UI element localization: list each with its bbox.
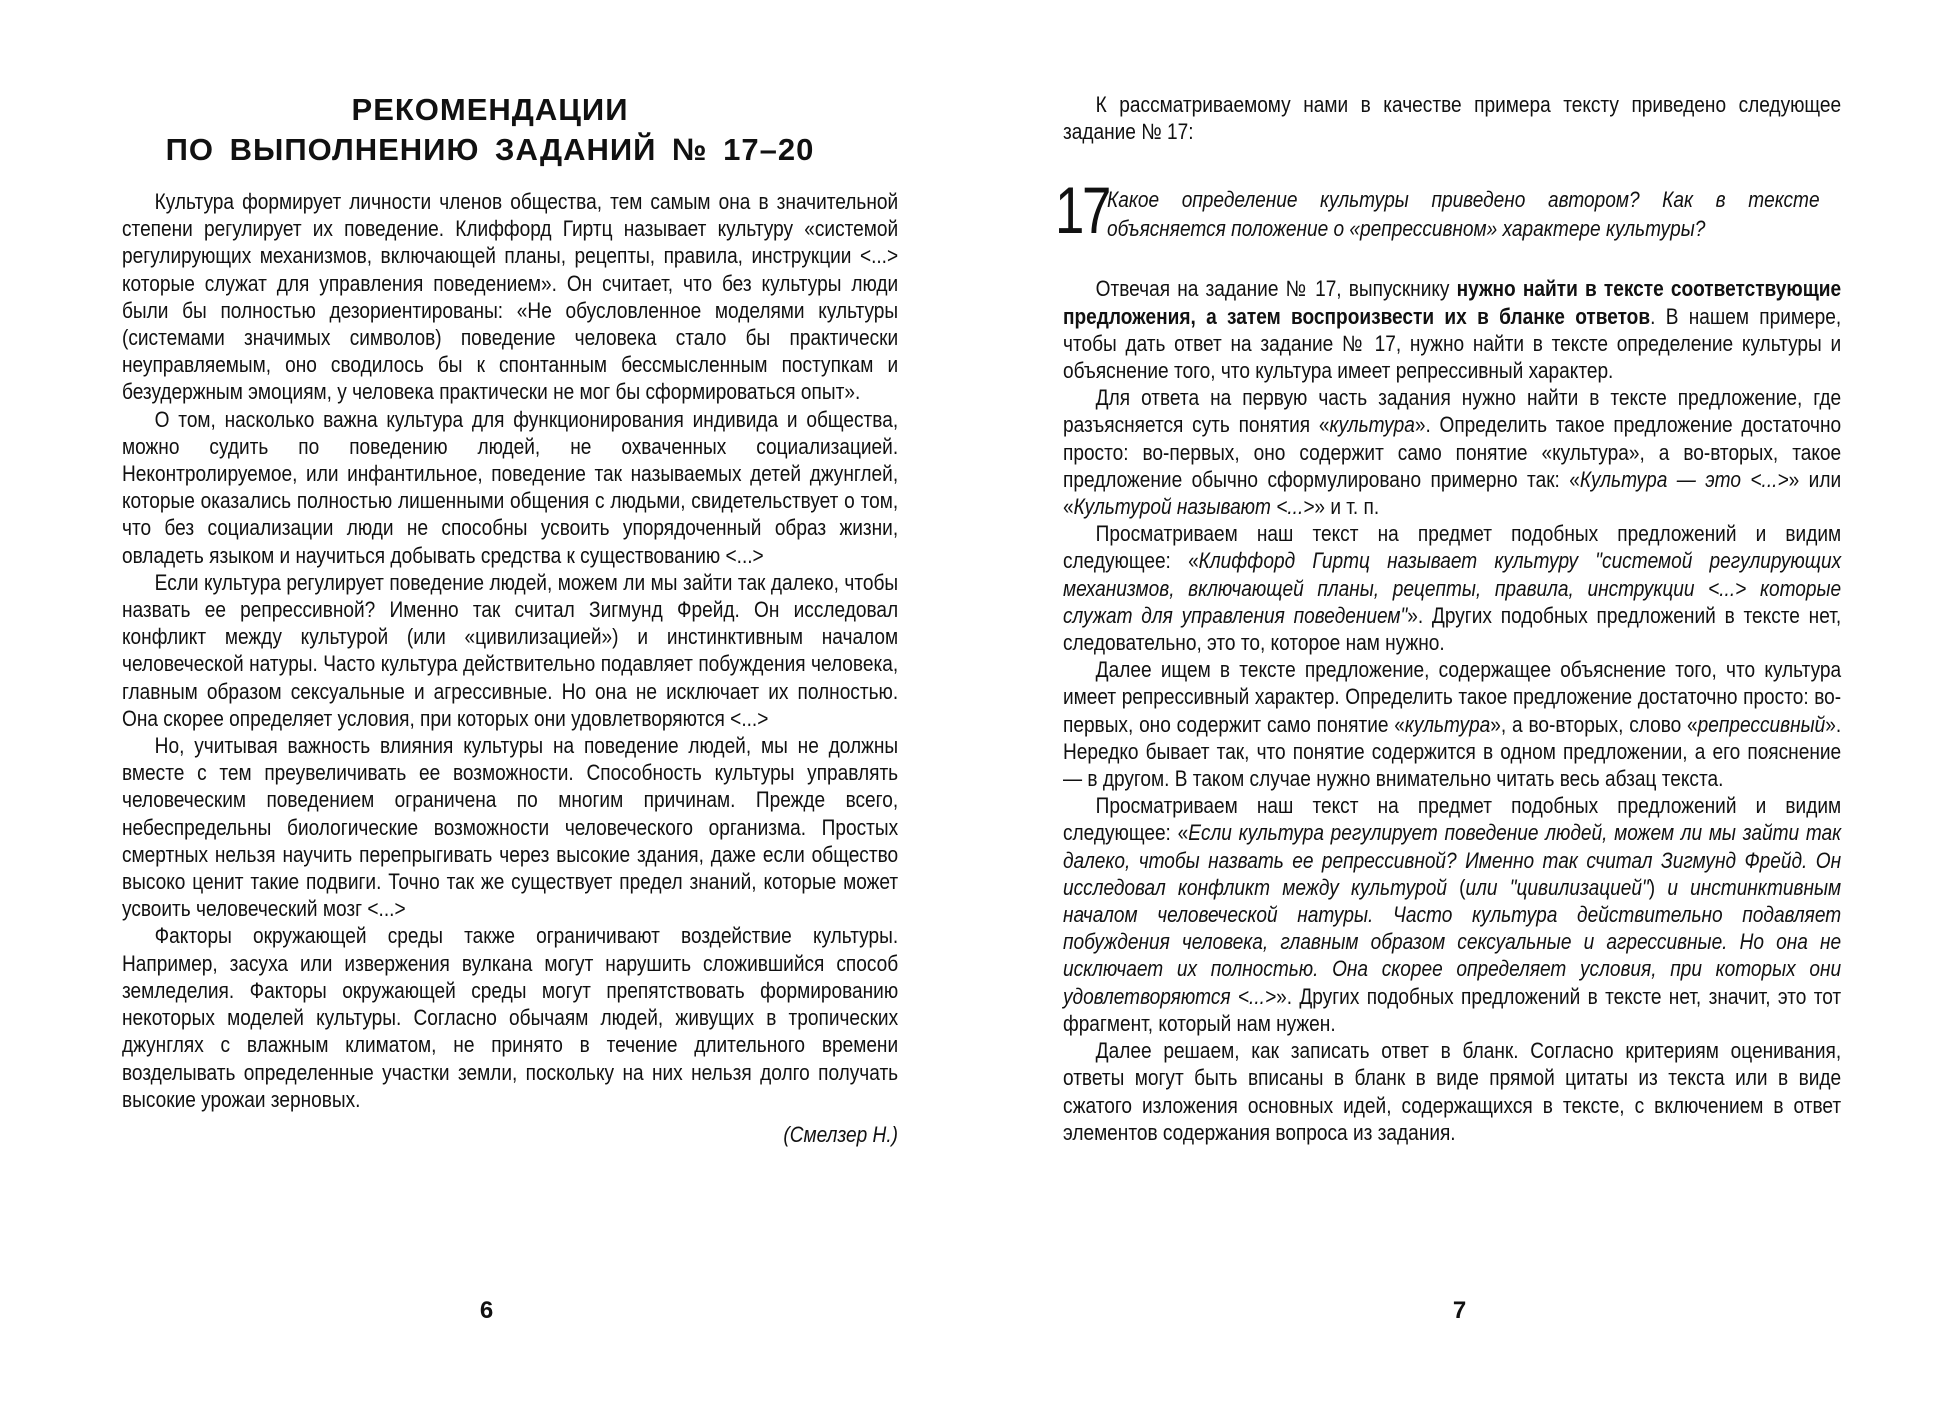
attribution: (Смелзер Н.) — [783, 1121, 898, 1147]
quote-italic: или "цивилизацией" — [1465, 874, 1649, 900]
text-run: » и т. п. — [1314, 494, 1380, 520]
text-run: Для ответа на первую часть задания нужно найти в тексте предложение, где разъясняется суть понятия « — [1063, 385, 1842, 438]
text-run: ». Нередко бывает так, что понятие содержится в одном предложении, а его пояснение — в другом. В таком случае нужно внимательно читать весь абзац текста. — [1063, 711, 1842, 792]
source-paragraph-1: Культура формирует личности членов общества, тем самым она в значительной степени регулирует их поведение. Клиффорд Гиртц называет культуру «системой регулирующих механизмов, включающей планы, рецепты, правила, инструкции <...> которые служат для управления поведением». Он считает, что без культуры люди были бы полностью дезориентированы: «Не обусловленное моделями культуры (системами значимых символов) поведение человека стало бы практически неуправляемым, оно сводилось бы к спонтанным бессмысленным поступкам и безудержным эмоциям, у человека практически не мог бы сформироваться опыт». — [122, 189, 899, 405]
source-paragraph-3: Если культура регулирует поведение людей, можем ли мы зайти так далеко, чтобы назвать ее репрессивной? Именно так считал Зигмунд Фрейд. Он исследовал конфликт между культурой (или «цивилизацией») и инстинктивным началом человеческой натуры. Часто культура действительно подавляет побуждения человека, главным образом сексуальные и агрессивные. Но она не исключает их полностью. Она скорее определяет условия, при которых они удовлетворяются <...> — [122, 569, 899, 731]
guidance-paragraph-5 — [1063, 792, 1841, 1037]
emphasis-italic: репрессивный — [1697, 711, 1826, 737]
page-title — [0, 90, 980, 170]
emphasis-italic: Культура — это <...> — [1579, 466, 1789, 492]
intro-paragraph: К рассматриваемому нами в качестве примера тексту приведено следующее задание № 17: — [1063, 92, 1842, 145]
text-run: Отвечая на задание № 17, выпускнику — [1095, 276, 1457, 302]
text-run: ) — [1648, 874, 1668, 900]
guidance-text — [1055, 91, 1842, 1146]
guidance-paragraph-4 — [1063, 656, 1841, 792]
emphasis-italic: Культурой называют <...> — [1073, 494, 1315, 520]
emphasis-italic: культура — [1329, 412, 1415, 438]
source-paragraph-5: Факторы окружающей среды также ограничивают воздействие культуры. Например, засуха или извержения вулкана могут нарушить сложившийся способ земледелия. Факторы окружающей среды могут препятствовать формированию некоторых моделей культуры. Согласно обычаям людей, живущих в тропических джунглях с влажным климатом, не принято в течение длительного времени возделывать определенные участки земли, поскольку на них нельзя долго получать высокие урожаи зерновых. — [122, 923, 899, 1112]
right-page — [973, 0, 1946, 1416]
task-block — [1055, 173, 1841, 248]
task-number: 17 — [1055, 173, 1109, 248]
text-run: Просматриваем наш текст на предмет подобных предложений и видим следующее: « — [1063, 793, 1842, 846]
text-run: Просматриваем наш текст на предмет подобных предложений и видим следующее: « — [1063, 521, 1842, 574]
text-run: », а во-вторых, слово « — [1490, 711, 1698, 737]
text-run: ». Определить такое предложение достаточно просто: во-первых, оно содержит само понятие «культура», а во-вторых, такое предложение обычно сформулировано примерно так: « — [1063, 412, 1842, 492]
text-run: ». Других подобных предложений в тексте нет, значит, это тот фрагмент, который нам нужен. — [1063, 983, 1842, 1036]
text-run: Далее ищем в тексте предложение, содержащее объяснение того, что культура имеет репрессивный характер. Определить такое предложение достаточно просто: во-первых, оно содержит само понятие « — [1063, 657, 1842, 737]
text-run: ( — [1446, 874, 1466, 900]
page-number: 7 — [1452, 1297, 1467, 1324]
task-question: Какое определение культуры приведено автором? Как в тексте объясняется положение о «репрессивном» характере культуры? — [1107, 187, 1820, 242]
title-line-2: ПО ВЫПОЛНЕНИЮ ЗАДАНИЙ № 17–20 — [165, 132, 815, 167]
title-line-1: РЕКОМЕНДАЦИИ — [351, 92, 629, 127]
source-paragraph-4: Но, учитывая важность влияния культуры на поведение людей, мы не должны вместе с тем преувеличивать ее возможности. Способность культуры управлять человеческим поведением ограничена по многим причинам. Прежде всего, небеспредельны биологические возможности человеческого организма. Простых смертных нельзя научить перепрыгивать через высокие здания, даже если общество высоко ценит такие подвиги. Точно так же существует предел знаний, которые может усвоить человеческий мозг <...> — [122, 733, 899, 922]
source-text — [122, 188, 898, 1148]
emphasis-bold: нужно найти в тексте соответствующие предложения, а затем воспроизвести их в бланке ответов — [1063, 276, 1842, 329]
guidance-paragraph-6: Далее решаем, как записать ответ в бланк. Согласно критериям оценивания, ответы могут быть вписаны в бланк в виде прямой цитаты из текста или в виде сжатого изложения основных идей, содержащихся в тексте, с включением в ответ элементов содержания вопроса из задания. — [1063, 1038, 1842, 1145]
quote-italic: Если культура регулирует поведение людей, можем ли мы зайти так далеко, чтобы назвать ее репрессивной? Именно так считал Зигмунд Фрейд. Он исследовал конфликт между культурой — [1063, 820, 1842, 900]
source-paragraph-2: О том, насколько важна культура для функционирования индивида и общества, можно судить по поведению людей, не охваченных социализацией. Неконтролируемое, или инфантильное, поведение так называемых детей джунглей, которые оказались полностью лишенными общения с людьми, свидетельствует о том, что без социализации люди не способны усвоить упорядоченный образ жизни, овладеть языком и научиться добывать средства к существованию <...> — [122, 406, 899, 568]
quote-italic: и инстинктивным началом человеческой натуры. Часто культура действительно подавляет побуждения человека, главным образом сексуальные и агрессивные. Но она не исключает их полностью. Она скорее определяет условия, при которых они удовлетворяются <...> — [1063, 874, 1842, 1009]
page-number: 6 — [479, 1297, 494, 1324]
text-run: ». Других подобных предложений в тексте нет, следовательно, это то, которое нам нужно. — [1063, 602, 1842, 656]
guidance-paragraph-3 — [1063, 520, 1841, 656]
text-run: » или « — [1063, 466, 1842, 520]
guidance-paragraph-1 — [1063, 275, 1841, 384]
text-run: . В нашем примере, чтобы дать ответ на задание № 17, нужно найти в тексте определение культуры и объяснение того, что культура имеет репрессивный характер. — [1063, 303, 1842, 384]
guidance-paragraph-2 — [1063, 384, 1841, 520]
emphasis-italic: культура — [1404, 711, 1491, 737]
quote-italic: Клиффорд Гиртц называет культуру "системой регулирующих механизмов, включающей планы, рецепты, правила, инструкции <...> которые служат для управления поведением" — [1063, 548, 1842, 628]
